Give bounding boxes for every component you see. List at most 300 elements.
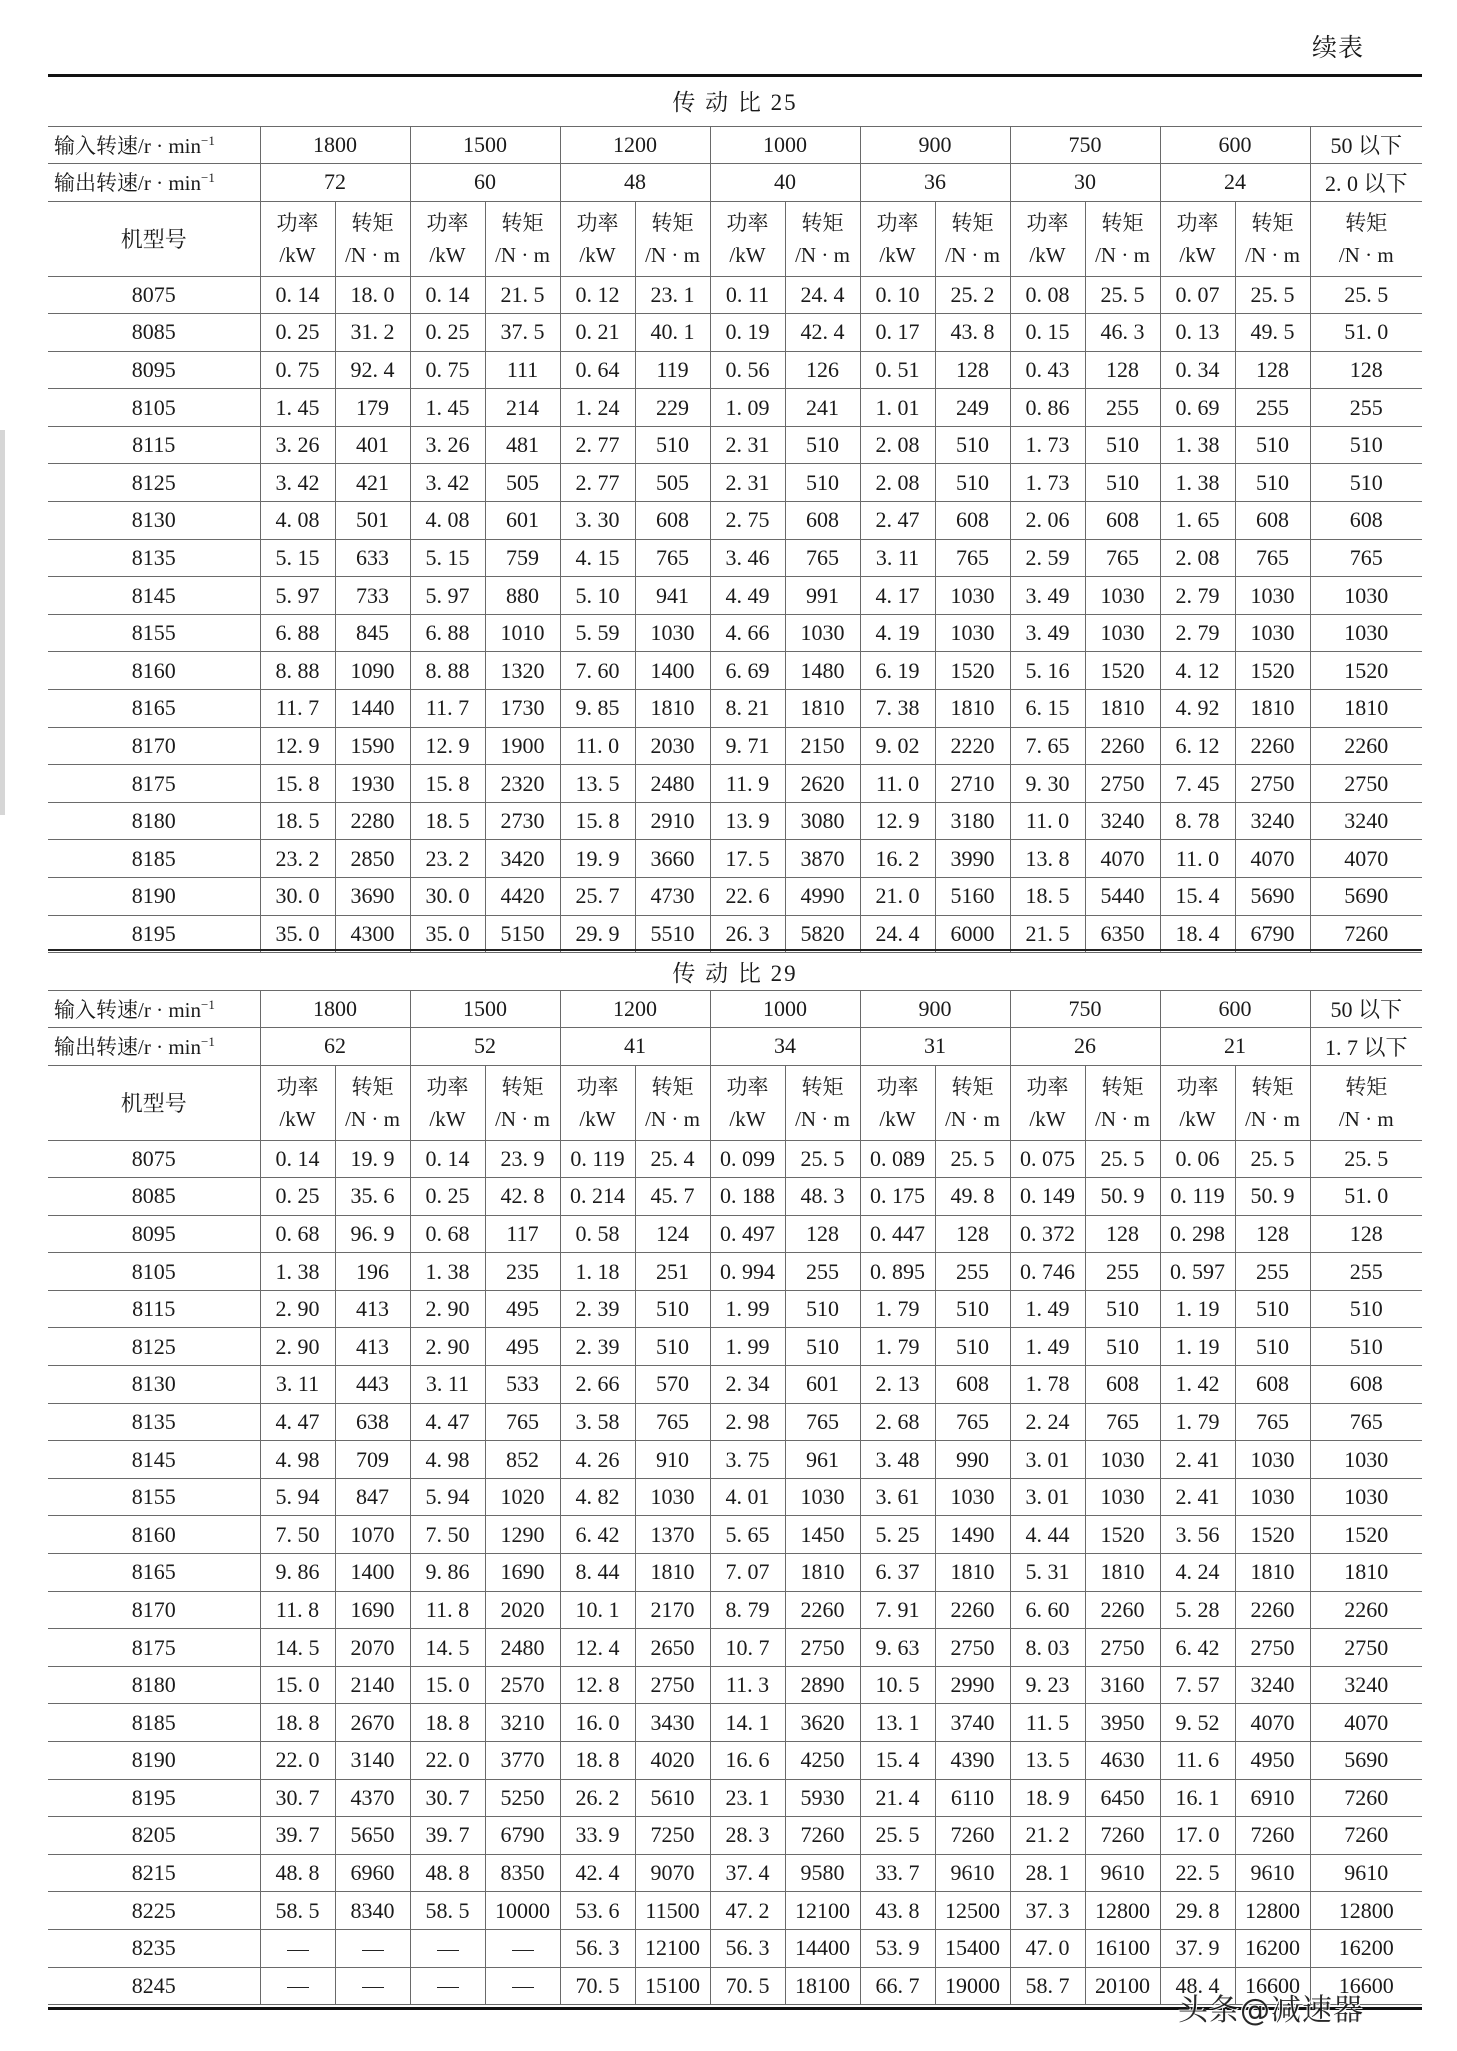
value-cell: 24. 4: [785, 276, 860, 314]
value-cell: 2. 39: [560, 1290, 635, 1328]
model-number-cell: 8195: [48, 915, 260, 953]
value-cell: 510: [785, 1328, 860, 1366]
model-number-cell: 8175: [48, 1629, 260, 1667]
table-row: [48, 1666, 1422, 1704]
value-cell: 510: [635, 1290, 710, 1328]
value-cell: 1. 79: [1160, 1403, 1235, 1441]
table-row: [48, 426, 1422, 464]
value-cell: 495: [485, 1290, 560, 1328]
value-cell: 5650: [335, 1817, 410, 1855]
value-cell: 0. 075: [1010, 1140, 1085, 1178]
value-cell: 4990: [785, 878, 860, 916]
table-row: [48, 1478, 1422, 1516]
value-cell: 759: [485, 539, 560, 577]
value-cell: 1450: [785, 1516, 860, 1554]
value-cell: 2. 41: [1160, 1441, 1235, 1479]
value-cell: 1030: [1235, 614, 1310, 652]
value-cell: 1810: [785, 690, 860, 728]
input-speed-value: 750: [1010, 126, 1160, 164]
model-number-cell: 8145: [48, 577, 260, 615]
value-cell: 4. 98: [410, 1441, 485, 1479]
model-column-header: 机型号: [48, 1065, 260, 1140]
value-cell: 119: [635, 351, 710, 389]
value-cell: 880: [485, 577, 560, 615]
value-cell: 51. 0: [1310, 1178, 1422, 1216]
value-cell: 1810: [635, 690, 710, 728]
value-cell: 22. 0: [260, 1742, 335, 1780]
torque-column-header: 转矩 /N · m: [1310, 201, 1422, 276]
value-cell: 1520: [1235, 1516, 1310, 1554]
value-cell: 43. 8: [860, 1892, 935, 1930]
value-cell: 12800: [1235, 1892, 1310, 1930]
value-cell: 48. 8: [410, 1854, 485, 1892]
model-number-cell: 8155: [48, 1478, 260, 1516]
value-cell: 990: [935, 1441, 1010, 1479]
value-cell: 1030: [935, 614, 1010, 652]
value-cell: 18. 5: [1010, 878, 1085, 916]
model-number-cell: 8160: [48, 652, 260, 690]
table-row: [48, 614, 1422, 652]
value-cell: 11. 7: [410, 690, 485, 728]
value-cell: 510: [1310, 426, 1422, 464]
value-cell: 2260: [1085, 727, 1160, 765]
table-row: [48, 539, 1422, 577]
input-speed-value: 1500: [410, 990, 560, 1028]
value-cell: 0. 14: [410, 276, 485, 314]
model-number-cell: 8105: [48, 389, 260, 427]
value-cell: 3. 48: [860, 1441, 935, 1479]
value-cell: 39. 7: [410, 1817, 485, 1855]
value-cell: 608: [1085, 1366, 1160, 1404]
input-speed-label: 输入转速$/r \cdot \min^{-1}$: [48, 990, 260, 1028]
power-column-header: 功率 /kW: [410, 201, 485, 276]
value-cell: 2. 77: [560, 426, 635, 464]
value-cell: 1520: [1310, 1516, 1422, 1554]
value-cell: 6790: [1235, 915, 1310, 953]
table-row: [48, 1290, 1422, 1328]
value-cell: 1730: [485, 690, 560, 728]
value-cell: 6450: [1085, 1779, 1160, 1817]
output-speed-row: [48, 164, 1422, 202]
power-column-header: 功率 /kW: [560, 1065, 635, 1140]
value-cell: 1030: [1310, 614, 1422, 652]
value-cell: 0. 149: [1010, 1178, 1085, 1216]
value-cell: 0. 08: [1010, 276, 1085, 314]
value-cell: 638: [335, 1403, 410, 1441]
value-cell: 1030: [1310, 1441, 1422, 1479]
value-cell: 0. 12: [560, 276, 635, 314]
value-cell: 3. 26: [410, 426, 485, 464]
output-speed-value: 60: [410, 164, 560, 202]
value-cell: 1030: [1085, 577, 1160, 615]
table-row: [48, 1779, 1422, 1817]
model-number-cell: 8190: [48, 1742, 260, 1780]
value-cell: 2750: [635, 1666, 710, 1704]
model-number-cell: 8085: [48, 314, 260, 352]
value-cell: 12. 9: [260, 727, 335, 765]
value-cell: 765: [1085, 539, 1160, 577]
value-cell: 0. 188: [710, 1178, 785, 1216]
value-cell: 9. 02: [860, 727, 935, 765]
table-row: [48, 314, 1422, 352]
value-cell: 29. 9: [560, 915, 635, 953]
table-row: [48, 577, 1422, 615]
value-cell: 124: [635, 1215, 710, 1253]
value-cell: 10. 5: [860, 1666, 935, 1704]
value-cell: 510: [1085, 1290, 1160, 1328]
value-cell: 3240: [1235, 1666, 1310, 1704]
table-row: [48, 765, 1422, 803]
output-speed-value: 40: [710, 164, 860, 202]
value-cell: 196: [335, 1253, 410, 1291]
value-cell: 21. 5: [485, 276, 560, 314]
value-cell: 2750: [1235, 1629, 1310, 1667]
value-cell: 25. 5: [1310, 1140, 1422, 1178]
value-cell: 0. 119: [560, 1140, 635, 1178]
value-cell: 510: [1235, 426, 1310, 464]
value-cell: 25. 5: [1085, 1140, 1160, 1178]
value-cell: 608: [785, 502, 860, 540]
table-row: [48, 1704, 1422, 1742]
value-cell: 0. 86: [1010, 389, 1085, 427]
value-cell: 11. 7: [260, 690, 335, 728]
value-cell: 510: [935, 426, 1010, 464]
value-cell: 13. 5: [560, 765, 635, 803]
table-row: [48, 1253, 1422, 1291]
value-cell: 5. 15: [410, 539, 485, 577]
torque-column-header: 转矩 /N · m: [1085, 1065, 1160, 1140]
value-cell: 421: [335, 464, 410, 502]
value-cell: 8. 78: [1160, 802, 1235, 840]
value-cell: 961: [785, 1441, 860, 1479]
value-cell: 6350: [1085, 915, 1160, 953]
value-cell: 1030: [1235, 577, 1310, 615]
value-cell: 3. 75: [710, 1441, 785, 1479]
value-cell: 608: [1085, 502, 1160, 540]
value-cell: 18. 0: [335, 276, 410, 314]
value-cell: 1. 99: [710, 1290, 785, 1328]
value-cell: 70. 5: [710, 1967, 785, 2005]
value-cell: 3210: [485, 1704, 560, 1742]
input-speed-row: [48, 126, 1422, 164]
value-cell: 30. 0: [410, 878, 485, 916]
value-cell: 2. 75: [710, 502, 785, 540]
value-cell: 3420: [485, 840, 560, 878]
value-cell: 510: [935, 1328, 1010, 1366]
value-cell: 51. 0: [1310, 314, 1422, 352]
value-cell: 3. 30: [560, 502, 635, 540]
value-cell: 30. 0: [260, 878, 335, 916]
value-cell: 1. 79: [860, 1328, 935, 1366]
value-cell: 2. 06: [1010, 502, 1085, 540]
value-cell: 765: [1085, 1403, 1160, 1441]
output-speed-value: 1. 7 以下: [1310, 1028, 1422, 1066]
value-cell: 16600: [1310, 1967, 1422, 2005]
table-row: [48, 276, 1422, 314]
value-cell: 2910: [635, 802, 710, 840]
value-cell: 510: [1085, 464, 1160, 502]
not-available-dash: [512, 1950, 534, 1951]
value-cell: 21. 4: [860, 1779, 935, 1817]
value-cell: 25. 5: [1235, 1140, 1310, 1178]
value-cell: 505: [635, 464, 710, 502]
value-cell: 1. 38: [1160, 426, 1235, 464]
value-cell: 501: [335, 502, 410, 540]
value-cell: 601: [485, 502, 560, 540]
value-cell: 255: [935, 1253, 1010, 1291]
value-cell: 9. 85: [560, 690, 635, 728]
value-cell: 9610: [1310, 1854, 1422, 1892]
value-cell: 3. 42: [260, 464, 335, 502]
value-cell: [410, 1929, 485, 1967]
value-cell: 0. 099: [710, 1140, 785, 1178]
value-cell: 510: [1085, 1328, 1160, 1366]
table-row: [48, 1403, 1422, 1441]
value-cell: 4630: [1085, 1742, 1160, 1780]
value-cell: 3. 61: [860, 1478, 935, 1516]
table-row: [48, 802, 1422, 840]
value-cell: 941: [635, 577, 710, 615]
value-cell: 2. 31: [710, 464, 785, 502]
output-speed-value: 24: [1160, 164, 1310, 202]
value-cell: 2220: [935, 727, 1010, 765]
value-cell: 765: [1235, 539, 1310, 577]
value-cell: 47. 0: [1010, 1929, 1085, 1967]
torque-column-header: 转矩 /N · m: [485, 1065, 560, 1140]
value-cell: 5250: [485, 1779, 560, 1817]
power-column-header: 功率 /kW: [560, 201, 635, 276]
value-cell: 2. 68: [860, 1403, 935, 1441]
input-speed-value: 1200: [560, 990, 710, 1028]
value-cell: 19. 9: [560, 840, 635, 878]
value-cell: 15. 8: [410, 765, 485, 803]
column-header-row: [48, 201, 1422, 276]
value-cell: 2670: [335, 1704, 410, 1742]
value-cell: 0. 497: [710, 1215, 785, 1253]
value-cell: [260, 1967, 335, 2005]
value-cell: 0. 25: [410, 1178, 485, 1216]
value-cell: 11. 0: [560, 727, 635, 765]
value-cell: 2750: [1085, 765, 1160, 803]
value-cell: 0. 25: [260, 1178, 335, 1216]
power-column-header: 功率 /kW: [1010, 1065, 1085, 1140]
watermark-text: 头条@减速器: [1178, 1993, 1364, 2028]
value-cell: 3. 49: [1010, 577, 1085, 615]
value-cell: 0. 372: [1010, 1215, 1085, 1253]
value-cell: 3990: [935, 840, 1010, 878]
value-cell: 5930: [785, 1779, 860, 1817]
model-number-cell: 8195: [48, 1779, 260, 1817]
value-cell: 11. 0: [1010, 802, 1085, 840]
value-cell: 1. 42: [1160, 1366, 1235, 1404]
value-cell: 16600: [1235, 1967, 1310, 2005]
value-cell: 6. 19: [860, 652, 935, 690]
value-cell: 510: [1310, 1290, 1422, 1328]
input-speed-value: 50 以下: [1310, 126, 1422, 164]
value-cell: 1. 19: [1160, 1290, 1235, 1328]
table-row: [48, 1516, 1422, 1554]
value-cell: 4390: [935, 1742, 1010, 1780]
value-cell: 4020: [635, 1742, 710, 1780]
value-cell: 2570: [485, 1666, 560, 1704]
value-cell: 25. 5: [1235, 276, 1310, 314]
model-number-cell: 8095: [48, 1215, 260, 1253]
input-speed-value: 900: [860, 990, 1010, 1028]
value-cell: 2. 34: [710, 1366, 785, 1404]
value-cell: 0. 13: [1160, 314, 1235, 352]
value-cell: 12800: [1085, 1892, 1160, 1930]
value-cell: 4. 82: [560, 1478, 635, 1516]
model-number-cell: 8105: [48, 1253, 260, 1291]
value-cell: 1070: [335, 1516, 410, 1554]
value-cell: 9610: [1235, 1854, 1310, 1892]
value-cell: 8340: [335, 1892, 410, 1930]
value-cell: 241: [785, 389, 860, 427]
value-cell: 5. 25: [860, 1516, 935, 1554]
value-cell: 25. 5: [935, 1140, 1010, 1178]
value-cell: 53. 9: [860, 1929, 935, 1967]
value-cell: 608: [635, 502, 710, 540]
value-cell: 3870: [785, 840, 860, 878]
value-cell: 3. 01: [1010, 1441, 1085, 1479]
value-cell: 4. 12: [1160, 652, 1235, 690]
value-cell: 0. 07: [1160, 276, 1235, 314]
table-row: [48, 1854, 1422, 1892]
value-cell: 9. 86: [260, 1554, 335, 1592]
value-cell: 13. 8: [1010, 840, 1085, 878]
power-column-header: 功率 /kW: [860, 1065, 935, 1140]
value-cell: 128: [785, 1215, 860, 1253]
value-cell: 5820: [785, 915, 860, 953]
value-cell: 0. 75: [260, 351, 335, 389]
value-cell: 11500: [635, 1892, 710, 1930]
value-cell: 5. 59: [560, 614, 635, 652]
value-cell: 4420: [485, 878, 560, 916]
value-cell: 510: [785, 464, 860, 502]
value-cell: 28. 3: [710, 1817, 785, 1855]
value-cell: 7260: [1085, 1817, 1160, 1855]
value-cell: 46. 3: [1085, 314, 1160, 352]
power-column-header: 功率 /kW: [260, 201, 335, 276]
column-header-row: [48, 1065, 1422, 1140]
value-cell: 1810: [635, 1554, 710, 1592]
value-cell: 7. 65: [1010, 727, 1085, 765]
value-cell: 251: [635, 1253, 710, 1291]
input-speed-value: 750: [1010, 990, 1160, 1028]
value-cell: 847: [335, 1478, 410, 1516]
output-speed-value: 31: [860, 1028, 1010, 1066]
value-cell: 4. 17: [860, 577, 935, 615]
not-available-dash: [362, 1987, 384, 1988]
value-cell: 1030: [785, 1478, 860, 1516]
output-speed-value: 62: [260, 1028, 410, 1066]
power-column-header: 功率 /kW: [1160, 201, 1235, 276]
value-cell: 0. 14: [260, 1140, 335, 1178]
torque-column-header: 转矩 /N · m: [335, 1065, 410, 1140]
value-cell: 14. 1: [710, 1704, 785, 1742]
value-cell: 15400: [935, 1929, 1010, 1967]
value-cell: 255: [1085, 389, 1160, 427]
value-cell: 5. 97: [410, 577, 485, 615]
value-cell: 765: [935, 1403, 1010, 1441]
torque-column-header: 转矩 /N · m: [1235, 1065, 1310, 1140]
value-cell: 5690: [1310, 878, 1422, 916]
value-cell: 495: [485, 1328, 560, 1366]
value-cell: 42. 4: [785, 314, 860, 352]
value-cell: 10. 1: [560, 1591, 635, 1629]
value-cell: 2. 41: [1160, 1478, 1235, 1516]
value-cell: 30. 7: [260, 1779, 335, 1817]
value-cell: 11. 0: [860, 765, 935, 803]
torque-column-header: 转矩 /N · m: [1085, 201, 1160, 276]
table-title: 传 动 比 25: [48, 76, 1422, 126]
value-cell: 42. 4: [560, 1854, 635, 1892]
value-cell: 2. 08: [860, 464, 935, 502]
value-cell: 45. 7: [635, 1178, 710, 1216]
value-cell: 7. 60: [560, 652, 635, 690]
value-cell: 16100: [1085, 1929, 1160, 1967]
value-cell: 21. 5: [1010, 915, 1085, 953]
value-cell: 33. 9: [560, 1817, 635, 1855]
value-cell: 14. 5: [260, 1629, 335, 1667]
value-cell: 1400: [635, 652, 710, 690]
value-cell: 1810: [1310, 1554, 1422, 1592]
value-cell: 1810: [1085, 1554, 1160, 1592]
input-speed-value: 900: [860, 126, 1010, 164]
value-cell: 0. 75: [410, 351, 485, 389]
power-column-header: 功率 /kW: [710, 201, 785, 276]
value-cell: 3. 11: [260, 1366, 335, 1404]
value-cell: 0. 56: [710, 351, 785, 389]
model-number-cell: 8180: [48, 1666, 260, 1704]
continued-table-label: 续表: [1312, 35, 1365, 62]
value-cell: 56. 3: [560, 1929, 635, 1967]
torque-column-header: 转矩 /N · m: [785, 201, 860, 276]
value-cell: 6. 15: [1010, 690, 1085, 728]
value-cell: 0. 15: [1010, 314, 1085, 352]
value-cell: 2. 79: [1160, 577, 1235, 615]
value-cell: 1810: [1235, 1554, 1310, 1592]
power-column-header: 功率 /kW: [410, 1065, 485, 1140]
value-cell: 510: [635, 1328, 710, 1366]
value-cell: 510: [785, 1290, 860, 1328]
value-cell: 608: [1235, 502, 1310, 540]
value-cell: 4300: [335, 915, 410, 953]
table-row: [48, 1554, 1422, 1592]
value-cell: 4730: [635, 878, 710, 916]
value-cell: [485, 1929, 560, 1967]
value-cell: 25. 4: [635, 1140, 710, 1178]
value-cell: 7. 57: [1160, 1666, 1235, 1704]
not-available-dash: [287, 1950, 309, 1951]
value-cell: 4070: [1310, 1704, 1422, 1742]
value-cell: 4. 24: [1160, 1554, 1235, 1592]
value-cell: 26. 3: [710, 915, 785, 953]
value-cell: 5. 31: [1010, 1554, 1085, 1592]
value-cell: [260, 1929, 335, 1967]
value-cell: 1. 49: [1010, 1328, 1085, 1366]
value-cell: 9610: [1085, 1854, 1160, 1892]
value-cell: 1810: [1085, 690, 1160, 728]
value-cell: 5. 65: [710, 1516, 785, 1554]
model-number-cell: 8245: [48, 1967, 260, 2005]
value-cell: 1. 49: [1010, 1290, 1085, 1328]
value-cell: 25. 5: [860, 1817, 935, 1855]
value-cell: 2170: [635, 1591, 710, 1629]
table-row: [48, 502, 1422, 540]
input-speed-value: 1500: [410, 126, 560, 164]
value-cell: 3240: [1310, 1666, 1422, 1704]
